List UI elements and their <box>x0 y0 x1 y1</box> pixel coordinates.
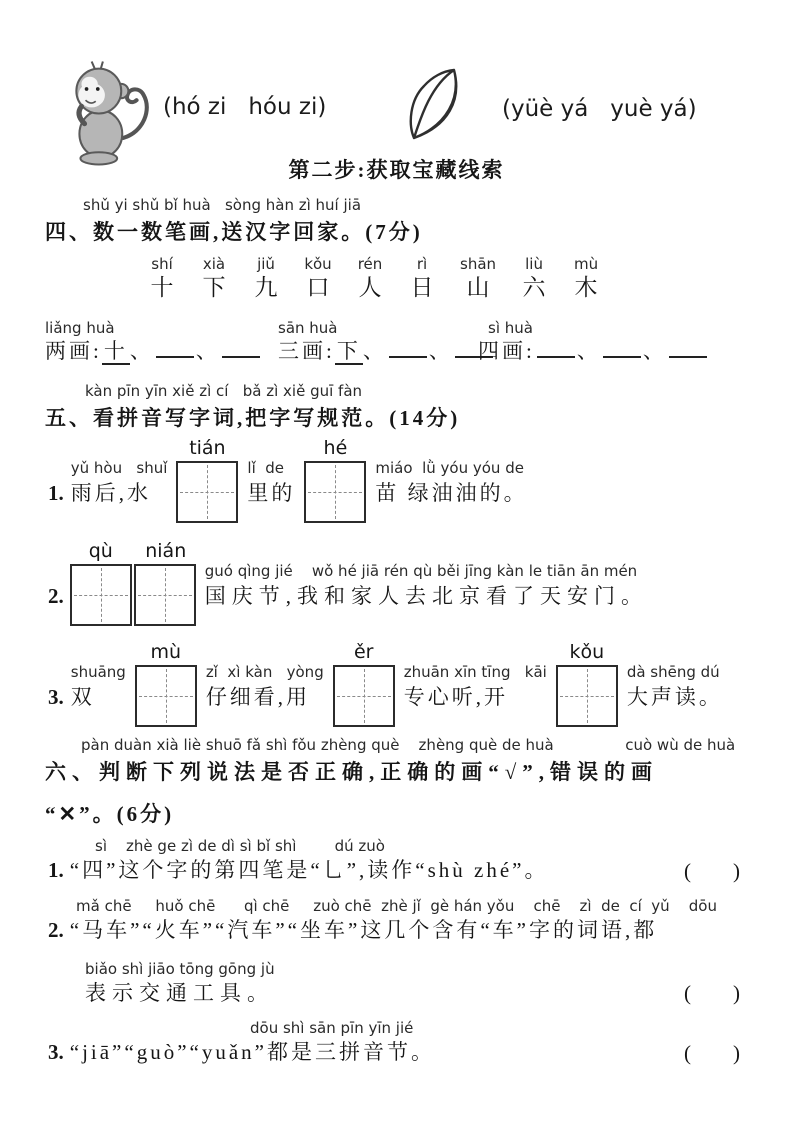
character-row <box>148 256 600 303</box>
question-number: 1. <box>48 480 64 505</box>
moon-pinyin-options: (yüè yá yuè yá) <box>502 96 697 122</box>
group-label: 四画: <box>478 339 535 364</box>
judgment-text: “马车”“火车”“汽车”“坐车”这几个含有“车”字的词语,都 <box>69 918 658 943</box>
writing-box[interactable] <box>556 665 618 727</box>
sentence-segment: zhuān xīn tīng kāi 专心听,开 <box>403 663 547 709</box>
sentence-segment: guó qìng jié wǒ hé jiā rén qù běi jīng kàn le tiān ān mén 国庆节,我和家人去北京看了天安门。 <box>204 562 648 608</box>
writing-box[interactable] <box>333 665 395 727</box>
writing-box-unit: kǒu <box>556 641 618 727</box>
sentence-segment: miáo lǜ yóu yóu de 苗 绿油油的。 <box>375 459 528 505</box>
writing-box-unit: ěr <box>333 641 395 727</box>
section-six-heading <box>45 737 755 828</box>
answer-blank[interactable] <box>603 351 641 358</box>
write-question-2 <box>48 540 653 626</box>
writing-box-unit: qù <box>70 540 132 626</box>
character-item: xià 下 <box>202 255 226 301</box>
question-number: 3. <box>48 684 64 709</box>
judgment-text: “jiā”“guò”“yuǎn”都是三拼音节。 <box>69 1040 435 1065</box>
section-four-pinyin: shǔ yi shǔ bǐ huà sòng hàn zì huí jiā <box>83 196 362 214</box>
group-label: 两画: <box>45 339 102 364</box>
section-five-pinyin: kàn pīn yīn xiě zì cí bǎ zì xiě guī fàn <box>85 382 363 400</box>
judgment-text: “四”这个字的第四笔是“乚”,读作“shù zhé”。 <box>69 858 549 883</box>
monkey-pinyin-options: (hó zi hóu zi) <box>163 94 327 120</box>
section-five-title: 五、看拼音写字词,把字写规范。(14分) <box>45 406 461 431</box>
character-item: mù 木 <box>573 255 599 301</box>
character-item: rì 日 <box>410 255 434 301</box>
section-five-heading <box>45 383 460 432</box>
writing-box[interactable] <box>134 564 196 626</box>
writing-box[interactable] <box>135 665 197 727</box>
question-number: 1. <box>48 858 64 883</box>
judgment-text-continued: 表示交通工具。 <box>85 980 274 1005</box>
question-number: 3. <box>48 1040 64 1065</box>
character-item: shí 十 <box>150 255 174 301</box>
answer-blank[interactable] <box>669 351 707 358</box>
sentence-segment: yǔ hòu shuǐ 雨后,水 <box>70 459 168 505</box>
writing-box-unit: tián <box>176 437 238 523</box>
stroke-group-three: sān huà 三画:下、 、 <box>278 320 495 366</box>
judgment-item-2: mǎ chē huǒ chē qì chē zuò chē zhè jǐ gè hán yǒu chē zì de cí yǔ dōu 2. “马车”“火车”“汽车”“坐车”这几个含有“车”字的词语,都 biǎo shì jiāo tōng gōng jù 表示交通工具。 ( ) <box>48 897 740 1006</box>
answer-bracket[interactable]: ( ) <box>684 981 740 1006</box>
section-six-title-line1: 六、判断下列说法是否正确,正确的画“√”,错误的画 <box>45 760 659 785</box>
character-item: jiǔ 九 <box>254 255 278 301</box>
section-six-title-line2: “✕”。(6分) <box>45 802 175 827</box>
sentence-segment: dà shēng dú 大声读。 <box>626 663 723 709</box>
section-four-heading <box>45 197 423 246</box>
writing-box[interactable] <box>304 461 366 523</box>
writing-box[interactable] <box>70 564 132 626</box>
writing-box[interactable] <box>176 461 238 523</box>
group-label: 三画: <box>278 339 335 364</box>
given-answer: 下 <box>336 339 361 364</box>
section-four-title: 四、数一数笔画,送汉字回家。(7分) <box>45 220 423 245</box>
answer-blank[interactable] <box>156 351 194 358</box>
question-number: 2. <box>48 583 64 608</box>
writing-box-unit: nián <box>136 540 196 626</box>
sentence-segment: lǐ de 里的 <box>247 459 296 505</box>
answer-bracket[interactable]: ( ) <box>684 1040 740 1065</box>
given-answer: 十 <box>103 339 128 364</box>
question-number: 2. <box>48 918 64 943</box>
judgment-item-1: sì zhè ge zì de dì sì bǐ shì dú zuò 1. “四”这个字的第四笔是“乚”,读作“shù zhé”。 ( ) <box>48 837 740 883</box>
section-six-pinyin: pàn duàn xià liè shuō fǎ shì fǒu zhèng què zhèng què de huà cuò wù de huà <box>81 736 736 754</box>
judgment-item-3: dōu shì sān pīn yīn jié 3. “jiā”“guò”“yuǎn”都是三拼音节。 ( ) <box>48 1019 740 1065</box>
character-item: kǒu 口 <box>304 255 332 301</box>
stroke-group-four: sì huà 四画: 、 、 <box>478 320 709 366</box>
stroke-group-two: liǎng huà 两画:十、 、 <box>45 320 262 366</box>
answer-bracket[interactable]: ( ) <box>684 858 740 883</box>
write-question-3 <box>48 641 728 727</box>
sentence-segment: zǐ xì kàn yòng 仔细看,用 <box>205 663 324 709</box>
character-item: liù 六 <box>522 255 546 301</box>
writing-box-unit: hé <box>304 437 366 523</box>
answer-blank[interactable] <box>222 351 260 358</box>
writing-box-unit: mù <box>135 641 197 727</box>
character-item: shān 山 <box>460 255 497 301</box>
write-question-1 <box>48 437 533 523</box>
sentence-segment: shuāng 双 <box>70 663 126 709</box>
answer-blank[interactable] <box>537 351 575 358</box>
answer-blank[interactable] <box>389 351 427 358</box>
step-header: 第二步:获取宝藏线索 <box>288 158 505 182</box>
character-item: rén 人 <box>357 255 383 301</box>
